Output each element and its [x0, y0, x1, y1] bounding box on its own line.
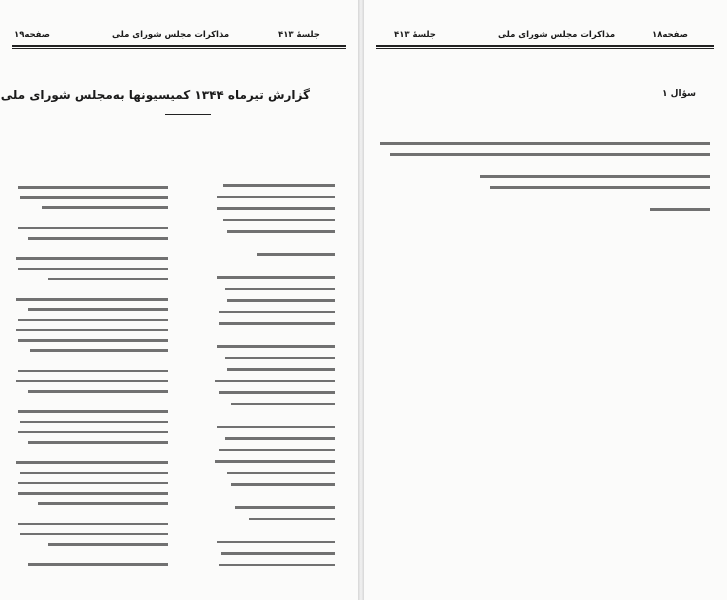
text-line: [219, 449, 335, 452]
text-line: [650, 208, 710, 211]
text-line: [225, 288, 335, 291]
left-page: [0, 0, 358, 600]
text-line: [480, 175, 710, 178]
text-line: [231, 403, 335, 406]
text-line: [28, 308, 168, 311]
text-line: [16, 380, 168, 383]
text-line: [225, 437, 335, 440]
text-line: [215, 460, 335, 463]
right-page: [364, 0, 727, 600]
text-line: [219, 564, 335, 567]
text-line: [225, 357, 335, 360]
text-line: [28, 390, 168, 393]
text-line: [48, 543, 168, 546]
text-line: [249, 518, 335, 521]
text-line: [28, 563, 168, 566]
text-line: [20, 421, 168, 424]
text-line: [16, 329, 168, 332]
left-page-number: صفحه۱۹: [14, 30, 51, 40]
text-line: [20, 533, 168, 536]
text-line: [16, 298, 168, 301]
text-line: [18, 523, 168, 526]
text-line: [390, 153, 710, 156]
text-line: [28, 441, 168, 444]
text-line: [217, 541, 335, 544]
right-page-number: صفحه۱۸: [652, 30, 689, 40]
text-line: [215, 380, 335, 383]
text-line: [18, 431, 168, 434]
text-line: [20, 472, 168, 475]
text-line: [48, 278, 168, 281]
text-line: [490, 186, 710, 189]
text-line: [231, 483, 335, 486]
question-label: سؤال ۱: [662, 89, 697, 99]
text-line: [28, 237, 168, 240]
text-line: [223, 219, 335, 222]
left-header-rule: [12, 45, 346, 47]
text-line: [42, 206, 168, 209]
text-line: [18, 482, 168, 485]
text-line: [217, 196, 335, 199]
right-session-label: جلسهٔ ۴۱۳: [394, 30, 436, 40]
left-session-label: جلسهٔ ۴۱۳: [278, 30, 320, 40]
right-running-title: مذاکرات مجلس شورای ملی: [498, 30, 616, 40]
text-line: [18, 268, 168, 271]
right-header-rule-thin: [376, 48, 714, 49]
text-line: [16, 257, 168, 260]
left-header-rule-thin: [12, 48, 346, 49]
text-line: [18, 319, 168, 322]
text-line: [227, 230, 335, 233]
text-line: [16, 461, 168, 464]
text-line: [380, 142, 710, 145]
text-line: [217, 345, 335, 348]
left-running-title: مذاکرات مجلس شورای ملی: [112, 30, 230, 40]
text-line: [217, 276, 335, 279]
text-line: [221, 552, 335, 555]
text-line: [20, 196, 168, 199]
text-line: [219, 391, 335, 394]
title-underline: [165, 114, 211, 115]
text-line: [30, 349, 168, 352]
text-line: [257, 253, 335, 256]
text-line: [227, 472, 335, 475]
text-line: [38, 502, 168, 505]
text-line: [219, 322, 335, 325]
text-line: [223, 184, 335, 187]
text-line: [227, 368, 335, 371]
text-line: [217, 207, 335, 210]
right-header-rule: [376, 45, 714, 47]
text-line: [18, 227, 168, 230]
text-line: [18, 410, 168, 413]
text-line: [217, 426, 335, 429]
text-line: [18, 339, 168, 342]
text-line: [18, 492, 168, 495]
text-line: [219, 311, 335, 314]
text-line: [18, 186, 168, 189]
text-line: [18, 370, 168, 373]
text-line: [235, 506, 335, 509]
text-line: [227, 299, 335, 302]
report-title: گزارش تیرماه ۱۳۴۴ کمیسیونها به‌مجلس شورای ملی: [0, 88, 310, 102]
